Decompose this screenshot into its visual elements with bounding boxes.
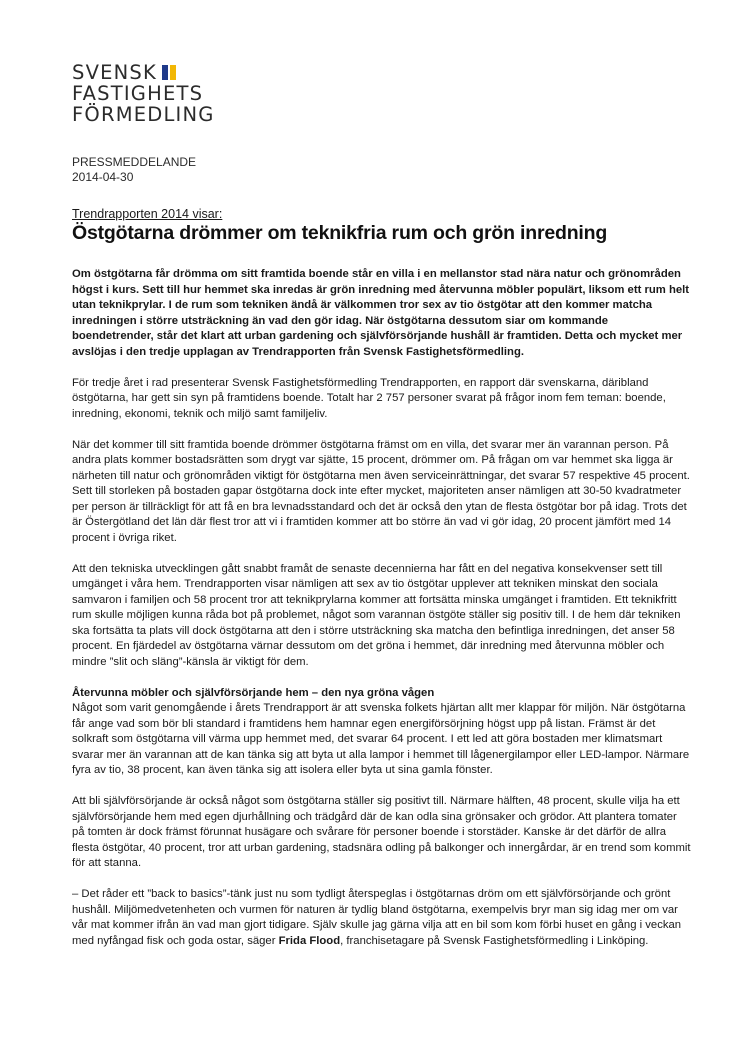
- subheading: Återvunna möbler och självförsörjande hem – den nya gröna vågen: [72, 686, 435, 699]
- body-paragraph-3: Att den tekniska utvecklingen gått snabbt framåt de senaste decennierna har fått en del negativa konsekvenser sett till umgänget i våra hem. Trendrapporten visar nämligen att sex av tio östgötar upplever att tekniken minskat den sociala samvaron i familjen och 58 procent tror att teknikprylarna kommer att fortsätta minska umgänget i framtiden. Ett teknikfritt rum skulle möjligen kunna råda bot på problemet, något som varannan östgöte ställer sig positiv till. I de hem där tekniken ska fortsätta ta plats vill dock östgötarna att den i större utsträckning ska matcha den befintliga inredningen, det anser 58 procent. En fjärdedel av östgötarna värnar dessutom om det gröna i hemmet, där inredning med återvunna möbler och mindre ”slit och släng”-känsla är viktigt för dem.: [72, 562, 681, 668]
- quote-person-role: , franchisetagare på Svensk Fastighetsförmedling i Linköping.: [340, 934, 649, 947]
- quote-paragraph: [72, 887, 692, 949]
- body-paragraph-1: För tredje året i rad presenterar Svensk Fastighetsförmedling Trendrapporten, en rapport där svenskarna, däribland östgötarna, har gett sin syn på framtidens boende. Totalt har 2 757 personer svarat på frågor inom fem teman: boende, inredning, ekonomi, teknik och miljö samt familjeliv.: [72, 376, 666, 420]
- article-body: [72, 267, 692, 965]
- swedish-flag-icon: [162, 65, 176, 80]
- release-type: PRESSMEDDELANDE: [72, 155, 197, 169]
- body-paragraph-2: När det kommer till sitt framtida boende drömmer östgötarna främst om en villa, det svarar mer än varannan person. På andra plats kommer bostadsrätten som drygt var sjätte, 15 procent, drömmer om. På frågan om var hemmet ska ligga är närheten till natur och grönområden viktigt för östgötarna men även serviceinrättningar, det svarar 57 respektive 45 procent. Sett till storleken på bostaden gapar östgötarna dock inte efter mycket, majoriteten anser nämligen att 30-50 kvadratmeter per person är tillräckligt för att få en bra levnadsstandard och det är också den ytan de flesta östgötar bor på idag. Trots det är Östergötland det län där flest tror att vi i framtiden kommer att bo större än vad vi gör idag, 20 procent jämfört med 14 procent i övriga riket.: [72, 438, 690, 544]
- logo-line-2: FASTIGHETS: [72, 82, 204, 105]
- kicker: Trendrapporten 2014 visar:: [72, 207, 223, 221]
- logo-line-3: FÖRMEDLING: [72, 103, 215, 126]
- quote-text: – Det råder ett ”back to basics”-tänk just nu som tydligt återspeglas i östgötarnas dröm om ett självförsörjande och grönt hushåll. Miljömedvetenheten och vurmen för naturen är tydlig bland östgötarna, exempelvis bryr man sig idag mer om var vår mat kommer ifrån än vad man gjort tidigare. Själv skulle jag gärna vilja att en bil som kom förbi huset en gång i veckan med nyfångad fisk och goda ostar, säger: [72, 888, 682, 947]
- lead-paragraph: Om östgötarna får drömma om sitt framtida boende står en villa i en mellanstor stad nära natur och grönområden högst i kurs. Sett till hur hemmet ska inredas är grön inredning med återvunna möbler populärt, liksom ett rum helt utan teknikprylar. I de rum som tekniken ändå är välkommen tror sex av tio östgötar att den kommer matcha inredningen i större utsträckning än vad den gör idag. När östgötarna dessutom siar om kommande boendetrender, står det klart att urban gardening och självförsörjande hushåll är framtiden. Detta och mycket mer avslöjas i den tredje upplagan av Trendrapporten från Svensk Fastighetsförmedling.: [72, 268, 690, 358]
- subsection: [72, 686, 692, 779]
- company-logo: [72, 62, 215, 125]
- headline: Östgötarna drömmer om teknikfria rum och grön inredning: [72, 222, 608, 244]
- logo-line-1: SVENSK: [72, 61, 157, 84]
- release-date: 2014-04-30: [72, 170, 134, 184]
- body-paragraph-4: Något som varit genomgående i årets Trendrapport är att svenska folkets hjärtan allt mer klappar för miljön. När östgötarna får ange vad som bör bli standard i framtidens hem hamnar egen energiförsörjning högst upp på listan. Främst är det solkraft som östgötarna vill värma upp hemmet med, det svarar 64 procent. I ett led att göra bostaden mer klimatsmart svarar mer än varannan att de kan tänka sig att byta ut alla lampor i hemmet till lågenergilampor eller LED-lampor. Närmare fyra av tio, 38 procent, kan även tänka sig att isolera eller byta ut sina gamla fönster.: [72, 702, 690, 776]
- quote-person-name: Frida Flood: [278, 934, 341, 947]
- body-paragraph-5: Att bli självförsörjande är också något som östgötarna ställer sig positivt till. Närmare hälften, 48 procent, skulle vilja ha ett självförsörjande hem med egen djurhållning och trädgård där de kan odla sina grönsaker och grödor. Att plantera tomater på tomten är dock främst förunnat husägare och svårare för personer boende i storstäder. Kanske är det därför de allra flesta östgötar, 40 procent, tror att urban gardening, stadsnära odling på balkonger och innergårdar, är en trend som kommit för att stanna.: [72, 795, 691, 869]
- release-meta: [72, 155, 196, 185]
